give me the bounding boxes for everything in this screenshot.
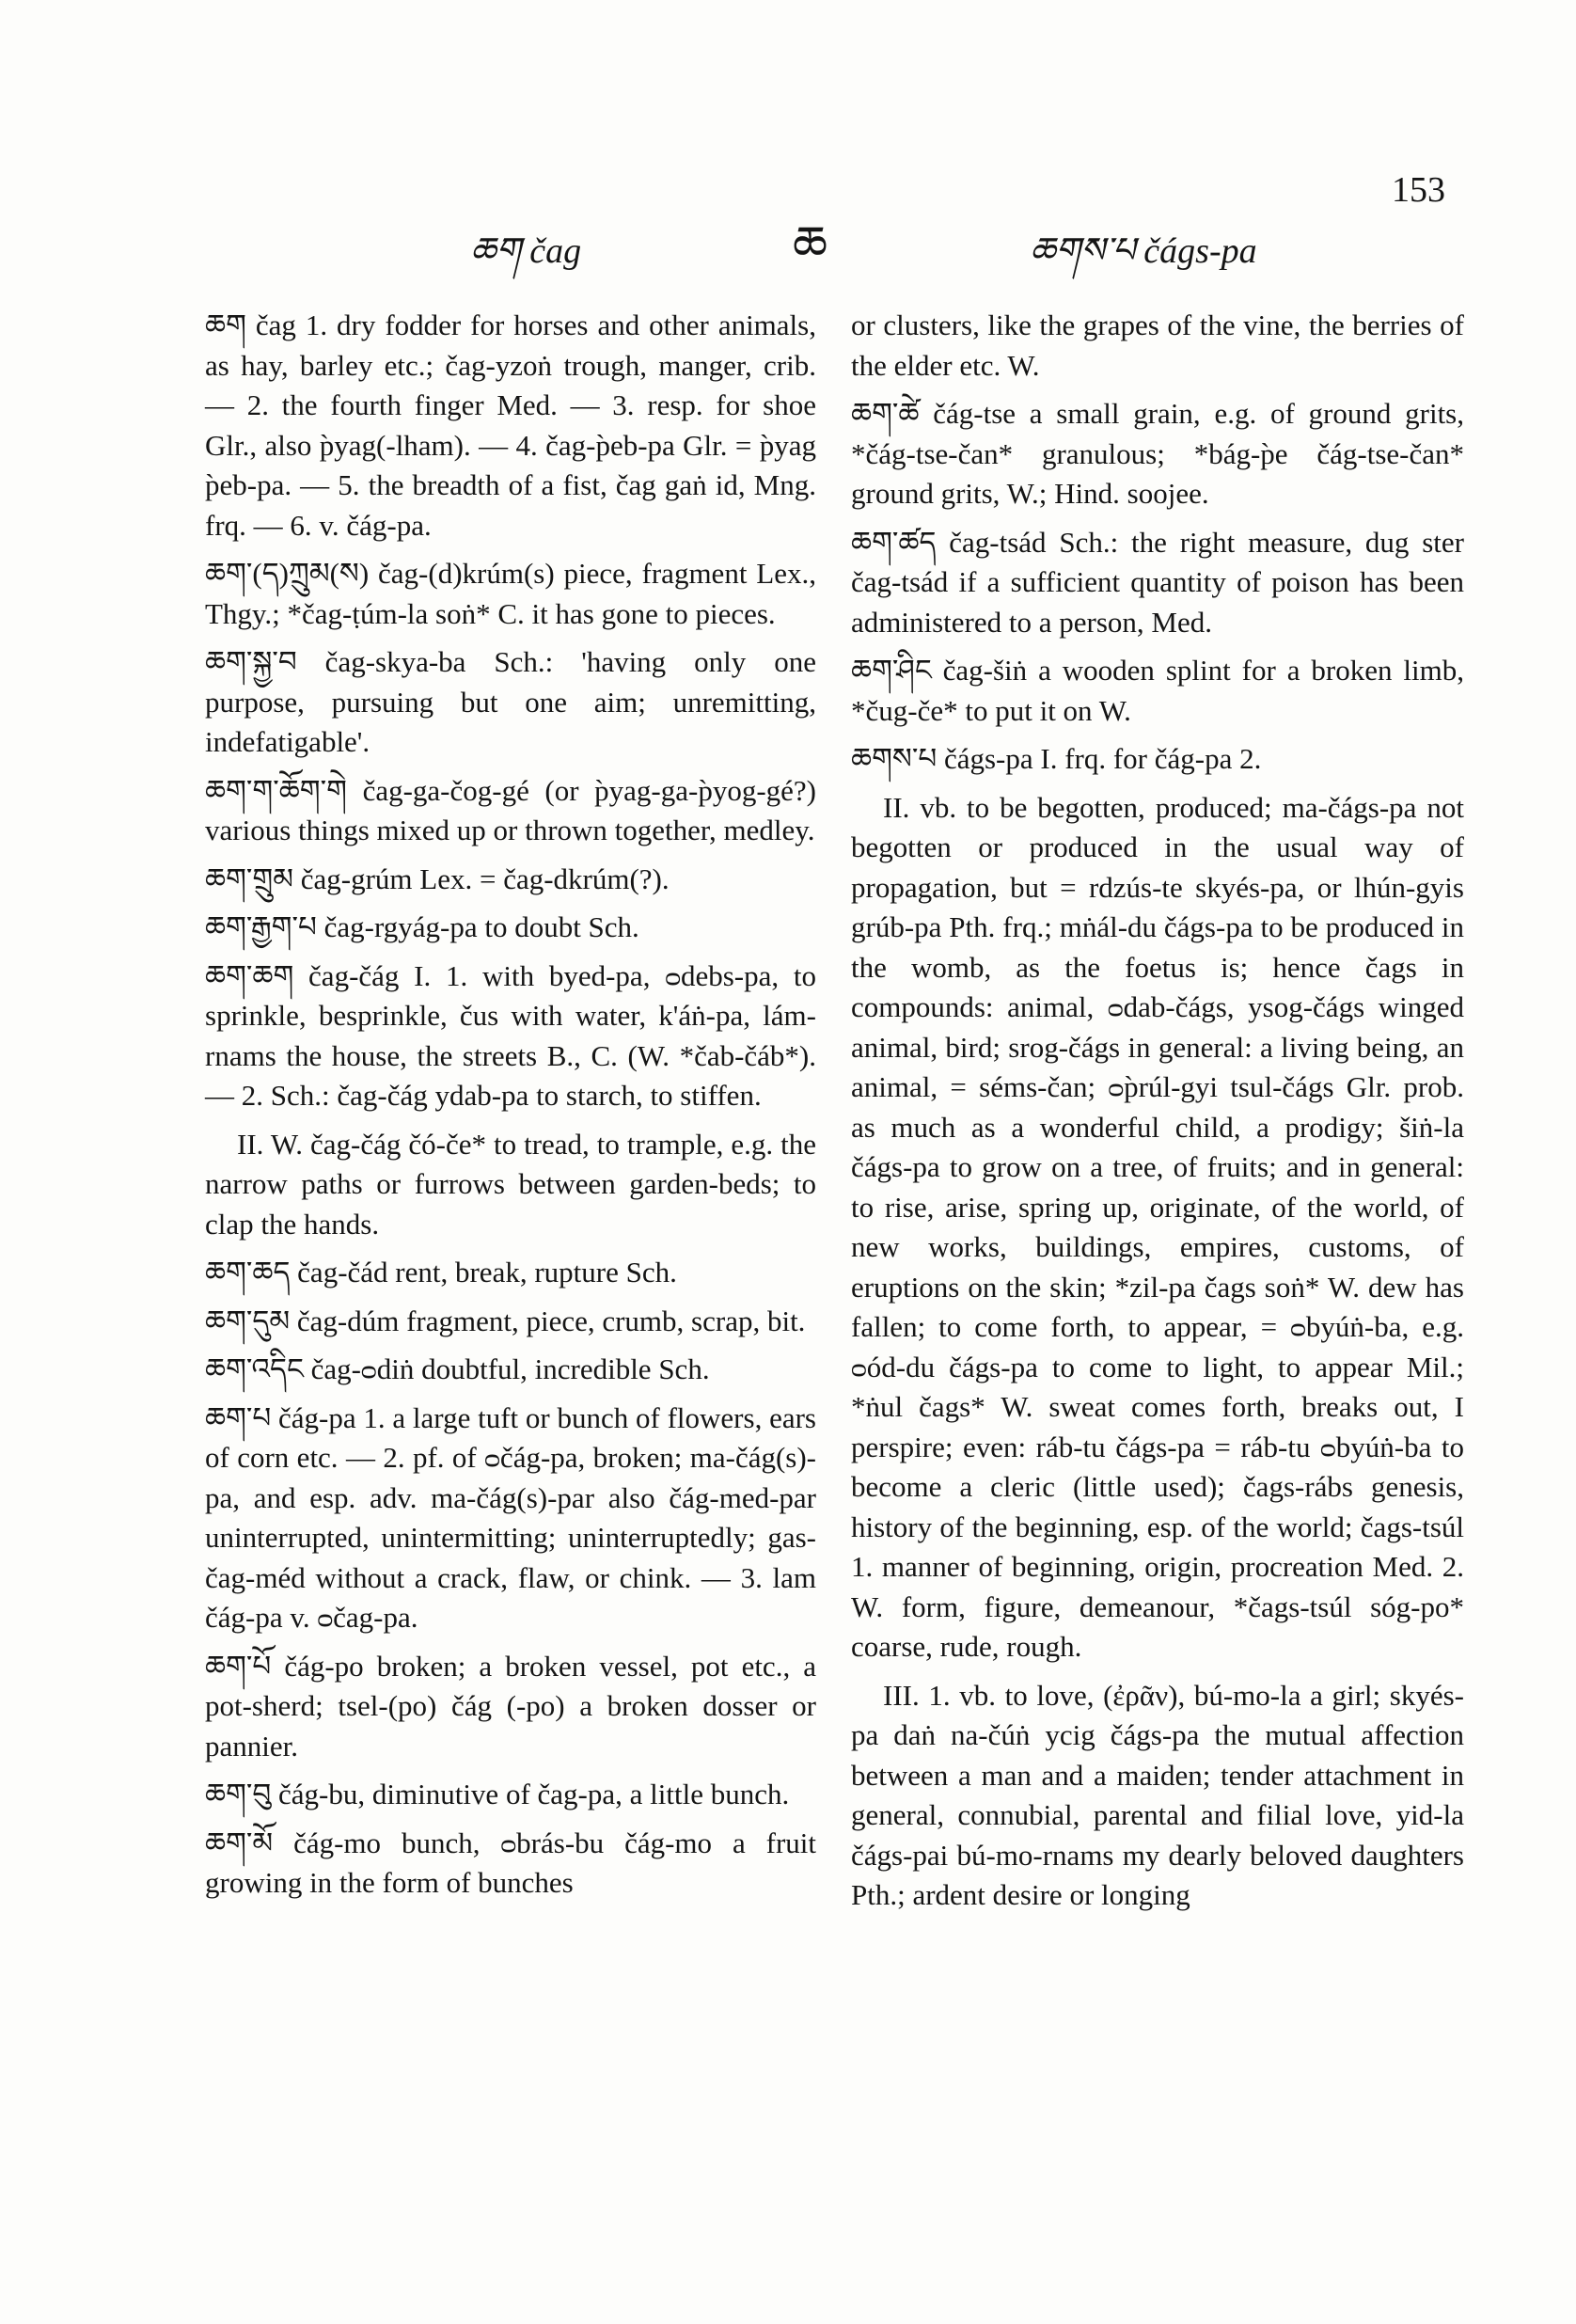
entry: or clusters, like the grapes of the vine, the berries of the elder etc. W. — [851, 308, 1464, 382]
section-letter: ཆ — [793, 218, 828, 272]
entry: ཆགས་པ čágs-pa I. frq. for čág-pa 2. — [851, 742, 1262, 775]
entry: ཆག་གྲུམ čag-grúm Lex. = čag-dkrúm(?). — [205, 862, 670, 895]
entry: ཆག་ཤིང čag-šiṅ a wooden splint for a broken limb, *čug-če* to put it on W. — [851, 654, 1464, 727]
running-head-right: ཆགས་པ čágs-pa — [1030, 231, 1257, 271]
entry: ཆག་པ čág-pa 1. a large tuft or bunch of flowers, ears of corn etc. — 2. pf. of ᴑčág-pa, broken; ma-čág(s)-pa, and esp. adv. ma-čág(s)-par also čág-med-par uninterrupted, unintermitting; uninterruptedly; gas-čag-méd without a crack, flaw, or chink. — 3. lam čág-pa v. ᴑčag-pa. — [205, 1400, 816, 1634]
entry: ཆག་འདིང čag-ᴑdiṅ doubtful, incredible Sch. — [205, 1352, 710, 1385]
entry: ཆག་མོ čág-mo bunch, ᴑbrás-bu čág-mo a fruit growing in the form of bunches — [205, 1826, 816, 1899]
entry: III. 1. vb. to love, (ἐρᾶν), bú-mo-la a girl; skyés-pa daṅ na-čúṅ ycig čágs-pa the mutual affection between a man and a maiden; tender attachment in general, connubial, parental and filial love, yid-la čágs-pai bú-mo-rnams my dearly beloved daughters Pth.; ardent desire or longing — [851, 1678, 1464, 1911]
entry: ཆག་ཚེ čág-tse a small grain, e.g. of ground grits, *čág-tse-čan* granulous; *bág-p̀e čág-tse-čan* ground grits, W.; Hind. soojee. — [851, 397, 1464, 510]
entry: ཆག་བུ čág-bu, diminutive of čag-pa, a little bunch. — [205, 1778, 790, 1810]
entry: ཆག čag 1. dry fodder for horses and other animals, as hay, barley etc.; čag-yzoṅ trough, manger, crib. — 2. the fourth finger Med. — 3. resp. for shoe Glr., also p̀yag(-lham). — 4. čag-p̀eb-pa Glr. = p̀yag p̀eb-pa. — 5. the breadth of a fist, čag gaṅ id, Mng. frq. — 6. v. čág-pa. — [205, 308, 816, 542]
page-number: 153 — [1392, 170, 1445, 210]
entry: II. W. čag-čág čó-če* to tread, to trample, e.g. the narrow paths or furrows between garden-beds; to clap the hands. — [205, 1127, 816, 1241]
entry: ཆག་ཚད čag-tsád Sch.: the right measure, dug ster čag-tsád if a sufficient quantity of poison has been administered to a person, Med. — [851, 525, 1464, 639]
left-column — [205, 306, 816, 1912]
entry: ཆག་ཆག čag-čág I. 1. with byed-pa, ᴑdebs-pa, to sprinkle, besprinkle, čus with water, k'áṅ-pa, lám-rnams the house, the streets B., C. (W. *čab-čáb*). — 2. Sch.: čag-čág ydab-pa to starch, to stiffen. — [205, 958, 816, 1112]
entry: ཆག་ག་ཆོག་གེ čag-ga-čog-gé (or p̀yag-ga-p̀yog-gé?) various things mixed up or thrown together, medley. — [205, 773, 816, 846]
entry: ཆག་ཆད čag-čád rent, break, rupture Sch. — [205, 1256, 677, 1288]
entry: ཆག་རྒྱག་པ čag-rgyág-pa to doubt Sch. — [205, 910, 639, 943]
entry: II. vb. to be begotten, produced; ma-čágs-pa not begotten or produced in the usual way of propagation, but = rdzús-te skyés-pa, or lhún-gyis grúb-pa Pth. frq.; mṅál-du čágs-pa to be produced in the womb, as the foetus is; hence čags in compounds: animal, ᴑdab-čágs, ysog-čágs winged animal, bird; srog-čágs in general: a living being, an animal, = séms-čan; ᴑp̀rúl-gyi tsul-čágs Glr. prob. as much as a wonderful child, a prodigy; šiṅ-la čágs-pa to grow on a tree, of fruits; and in general: to rise, arise, spring up, originate, of the world, of new works, buildings, empires, customs, of eruptions on the skin; *zil-pa čags soṅ* W. dew has fallen; to come forth, to appear, = ᴑbyúṅ-ba, e.g. ᴑód-du čágs-pa to come to light, to appear Mil.; *ṅul čags* W. sweat comes forth, breaks out, I perspire; even: ráb-tu čágs-pa = ráb-tu ᴑbyúṅ-ba to become a cleric (little used); čags-rábs genesis, history of the beginning, esp. of the world; čags-tsúl 1. manner of beginning, origin, procreation Med. 2. W. form, figure, demeanour, *čags-tsúl sóg-po* coarse, rude, rough. — [851, 790, 1464, 1663]
right-column — [851, 306, 1464, 1924]
entry: ཆག་པོ čág-po broken; a broken vessel, pot etc., a pot-sherd; tsel-(po) čág (-po) a broken dosser or pannier. — [205, 1649, 816, 1763]
page-header — [0, 141, 1576, 272]
entry: ཆག་(ད)ཀྲུམ(ས) čag-(d)krúm(s) piece, fragment Lex., Thgy.; *čag-ṭúm-la soṅ* C. it has gone to pieces. — [205, 557, 816, 630]
entry: ཆག་དུམ čag-dúm fragment, piece, crumb, scrap, bit. — [205, 1304, 806, 1337]
entry: ཆག་སྐྱ་བ čag-skya-ba Sch.: 'having only one purpose, pursuing but one aim; unremitting, indefatigable'. — [205, 645, 816, 758]
running-head-left: ཆག čag — [470, 231, 582, 271]
